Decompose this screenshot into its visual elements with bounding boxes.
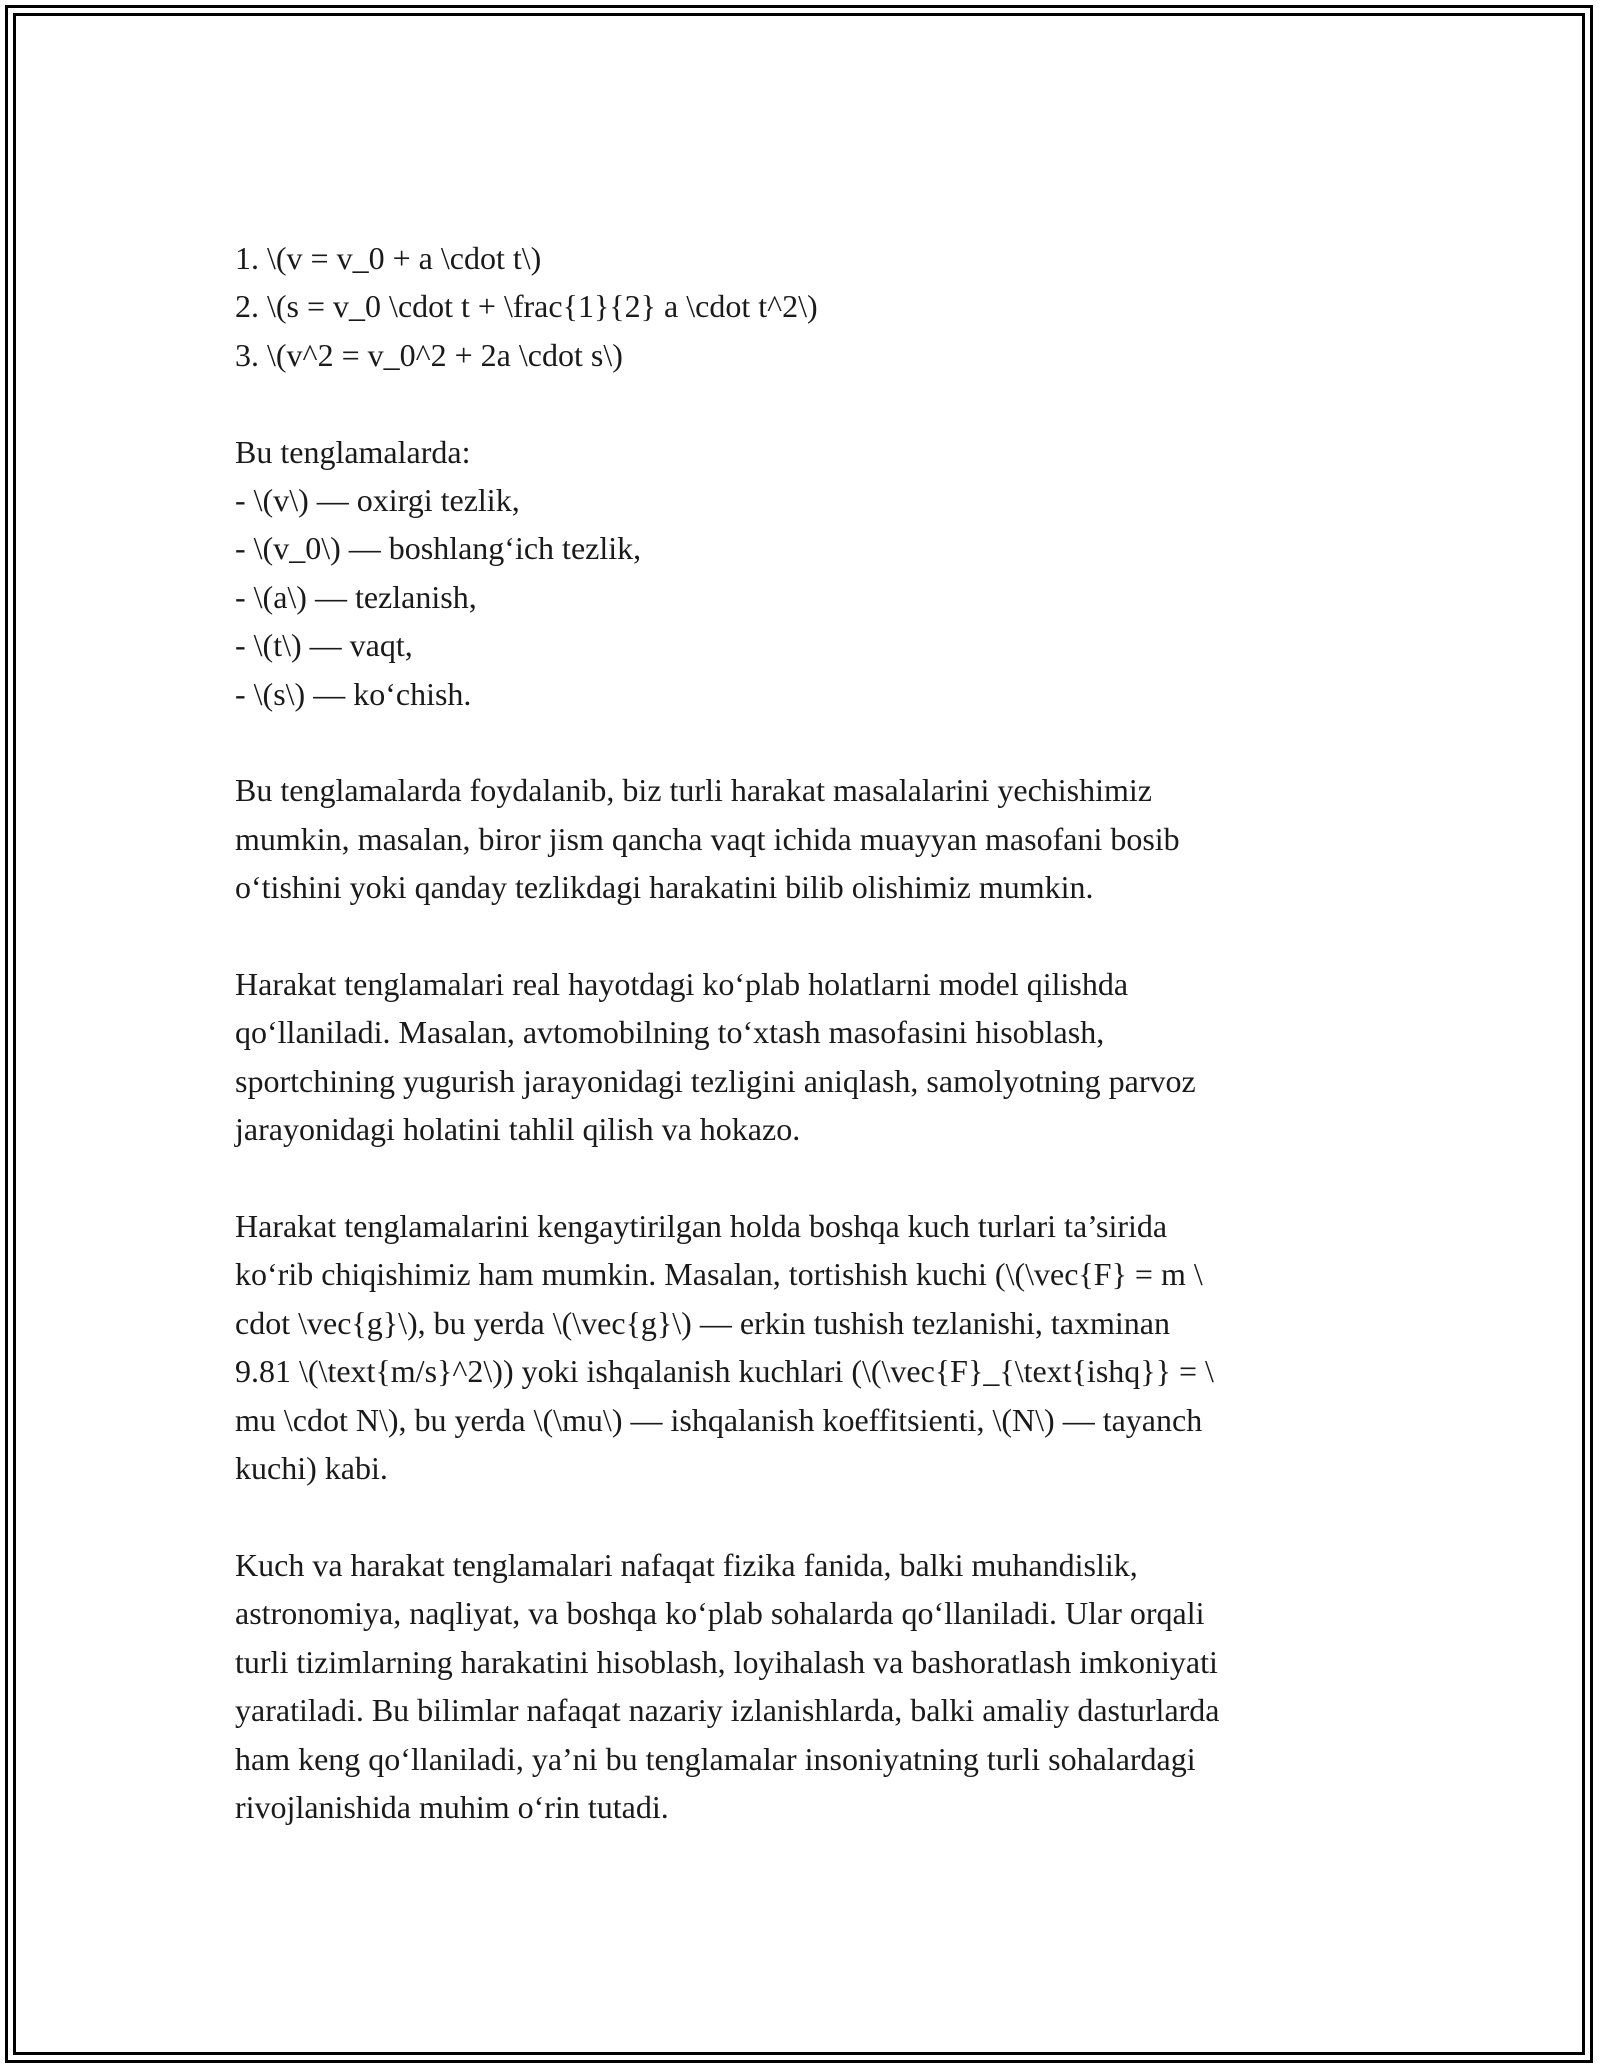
- paragraph-line: 9.81 \(\text{m/s}^2\)) yoki ishqalanish kuchlari (\(\vec{F}_{\text{ishq}} = \: [235, 1353, 1214, 1390]
- paragraph-line: o‘tishini yoki qanday tezlikdagi harakatini bilib olishimiz mumkin.: [235, 869, 1094, 906]
- definition-item: - \(v\) — oxirgi tezlik,: [235, 482, 520, 519]
- paragraph-line: sportchining yugurish jarayonidagi tezligini aniqlash, samolyotning parvoz: [235, 1062, 1196, 1099]
- paragraph-line: mu \cdot N\), bu yerda \(\mu\) — ishqalanish koeffitsienti, \(N\) — tayanch: [235, 1401, 1203, 1438]
- paragraph-line: mumkin, masalan, biror jism qancha vaqt ichida muayyan masofani bosib: [235, 820, 1180, 857]
- paragraph-line: rivojlanishida muhim o‘rin tutadi.: [235, 1788, 669, 1825]
- paragraph-real-life: [235, 960, 1375, 1154]
- paragraph-line: astronomiya, naqliyat, va boshqa ko‘plab sohalarda qo‘llaniladi. Ular orqali: [235, 1595, 1205, 1632]
- paragraph-line: Harakat tenglamalari real hayotdagi ko‘plab holatlarni model qilishda: [235, 966, 1129, 1003]
- paragraph-line: qo‘llaniladi. Masalan, avtomobilning to‘xtash masofasini hisoblash,: [235, 1014, 1105, 1051]
- equation-2: 2. \(s = v_0 \cdot t + \frac{1}{2} a \cdot t^2\): [235, 288, 818, 325]
- paragraph-line: jarayonidagi holatini tahlil qilish va hokazo.: [235, 1111, 801, 1148]
- paragraph-line: kuchi) kabi.: [235, 1450, 388, 1487]
- equation-list: [235, 234, 1375, 379]
- paragraph-line: turli tizimlarning harakatini hisoblash, loyihalash va bashoratlash imkoniyati: [235, 1643, 1218, 1680]
- paragraph-line: Bu tenglamalarda foydalanib, biz turli harakat masalalarini yechishimiz: [235, 772, 1152, 809]
- equation-3: 3. \(v^2 = v_0^2 + 2a \cdot s\): [235, 336, 623, 373]
- equation-1: 1. \(v = v_0 + a \cdot t\): [235, 240, 542, 276]
- paragraph-line: Kuch va harakat tenglamalari nafaqat fizika fanida, balki muhandislik,: [235, 1546, 1138, 1583]
- paragraph-applications: [235, 1541, 1375, 1831]
- paragraph-line: cdot \vec{g}\), bu yerda \(\vec{g}\) — erkin tushish tezlanishi, taxminan: [235, 1304, 1170, 1341]
- paragraph-line: Harakat tenglamalarini kengaytirilgan holda boshqa kuch turlari ta’sirida: [235, 1208, 1168, 1245]
- paragraph-forces: [235, 1202, 1375, 1492]
- paragraph-line: yaratiladi. Bu bilimlar nafaqat nazariy izlanishlarda, balki amaliy dasturlarda: [235, 1692, 1220, 1729]
- definition-item: - \(a\) — tezlanish,: [235, 578, 477, 615]
- document-body: [235, 234, 1375, 1880]
- definitions-list: [235, 428, 1375, 718]
- paragraph-line: ham keng qo‘llaniladi, ya’ni bu tenglamalar insoniyatning turli sohalardagi: [235, 1740, 1196, 1777]
- paragraph-line: ko‘rib chiqishimiz ham mumkin. Masalan, tortishish kuchi (\(\vec{F} = m \: [235, 1256, 1203, 1293]
- definition-item: - \(t\) — vaqt,: [235, 627, 413, 664]
- definition-item: - \(s\) — ko‘chish.: [235, 675, 472, 712]
- definitions-intro: Bu tenglamalarda:: [235, 433, 471, 470]
- paragraph-usage: [235, 766, 1375, 911]
- definition-item: - \(v_0\) — boshlang‘ich tezlik,: [235, 530, 642, 567]
